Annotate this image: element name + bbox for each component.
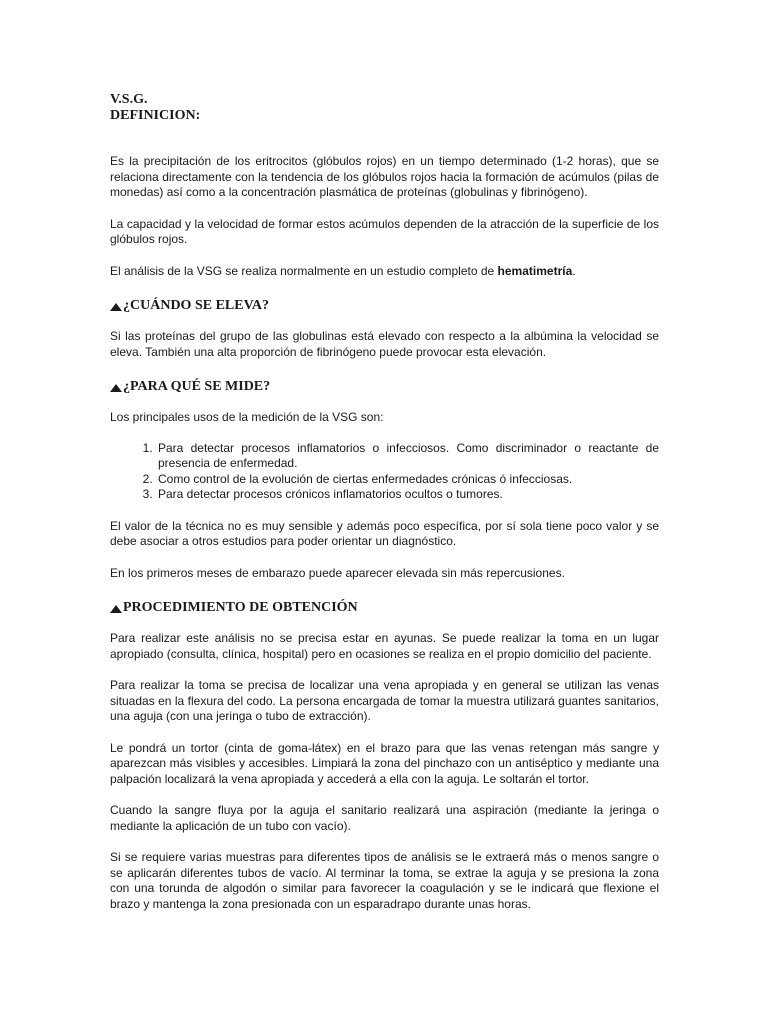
cuando-paragraph: Si las proteínas del grupo de las globulinas está elevado con respecto a la albúmina la velocidad se eleva. También una alta proporción de fibrinógeno puede provocar esta elevación.	[110, 329, 659, 359]
value-paragraph: El valor de la técnica no es muy sensible y además poco específica, por sí sola tiene poco valor y se debe asociar a otros estudios para poder orientar un diagnóstico.	[110, 518, 659, 548]
definition-heading: DEFINICION:	[110, 108, 201, 123]
triangle-up-icon	[110, 303, 122, 311]
document-title: V.S.G.	[110, 92, 148, 107]
section-heading-para-que: ¿PARA QUÉ SE MIDE?	[110, 379, 659, 395]
procedure-paragraph-3: Le pondrá un tortor (cinta de goma-látex) en el brazo para que las venas retengan más sangre y aparezcan más visibles y accesibles. Limpiará la zona del pinchazo con un antiséptico y mediante una palpación localizará la vena apropiada y accederá a ella con la aguja. Le soltarán el tortor.	[110, 740, 659, 786]
list-item: 3. Para detectar procesos crónicos inflamatorios ocultos o tumores.	[156, 487, 659, 503]
definition-paragraph-2: La capacidad y la velocidad de formar estos acúmulos dependen de la atracción de la superficie de los glóbulos rojos.	[110, 216, 659, 246]
definition-paragraph-1: Es la precipitación de los eritrocitos (glóbulos rojos) en un tiempo determinado (1-2 horas), que se relaciona directamente con la tendencia de los glóbulos rojos hacia la formación de acúmulos (pilas de monedas) así como a la concentración plasmática de proteínas (globulinas y fibrinógeno).	[110, 154, 659, 199]
list-item: 1. Para detectar procesos inflamatorios o infecciosos. Como discriminador o reactante de presencia de enfermedad.	[156, 441, 659, 472]
triangle-up-icon	[110, 384, 122, 392]
procedure-paragraph-4: Cuando la sangre fluya por la aguja el sanitario realizará una aspiración (mediante la jeringa o mediante la aplicación de un tubo con vacío).	[110, 803, 659, 833]
uses-list	[110, 441, 659, 503]
procedure-paragraph-1: Para realizar este análisis no se precisa estar en ayunas. Se puede realizar la toma en un lugar apropiado (consulta, clínica, hospital) pero en ocasiones se realiza en el propio domicilio del paciente.	[110, 631, 659, 661]
procedure-paragraph-5: Si se requiere varias muestras para diferentes tipos de análisis se le extraerá más o menos sangre o se aplicarán diferentes tubos de vacío. Al terminar la toma, se extrae la aguja y se presiona la zona con una torunda de algodón o similar para favorecer la coagulación y se le indicará que flexione el brazo y mantenga la zona presionada con un esparadrapo durante unas horas.	[110, 850, 659, 911]
document-body	[110, 92, 659, 912]
procedure-paragraph-2: Para realizar la toma se precisa de localizar una vena apropiada y en general se utilizan las venas situadas en la flexura del codo. La persona encargada de tomar la muestra utilizará guantes sanitarios, una aguja (con una jeringa o tubo de extracción).	[110, 678, 659, 723]
hematimetria-paragraph: El análisis de la VSG se realiza normalmente en un estudio completo de hematimetría.	[110, 263, 576, 278]
section-heading-procedimiento: PROCEDIMIENTO DE OBTENCIÓN	[110, 600, 659, 616]
section-heading-cuando: ¿CUÁNDO SE ELEVA?	[110, 298, 659, 314]
hematimetria-term: hematimetría	[497, 263, 573, 278]
pregnancy-paragraph: En los primeros meses de embarazo puede aparecer elevada sin más repercusiones.	[110, 565, 565, 580]
list-item: 2. Como control de la evolución de ciertas enfermedades crónicas ó infecciosas.	[156, 472, 659, 488]
uses-intro: Los principales usos de la medición de la VSG son:	[110, 410, 384, 424]
triangle-up-icon	[110, 605, 122, 613]
